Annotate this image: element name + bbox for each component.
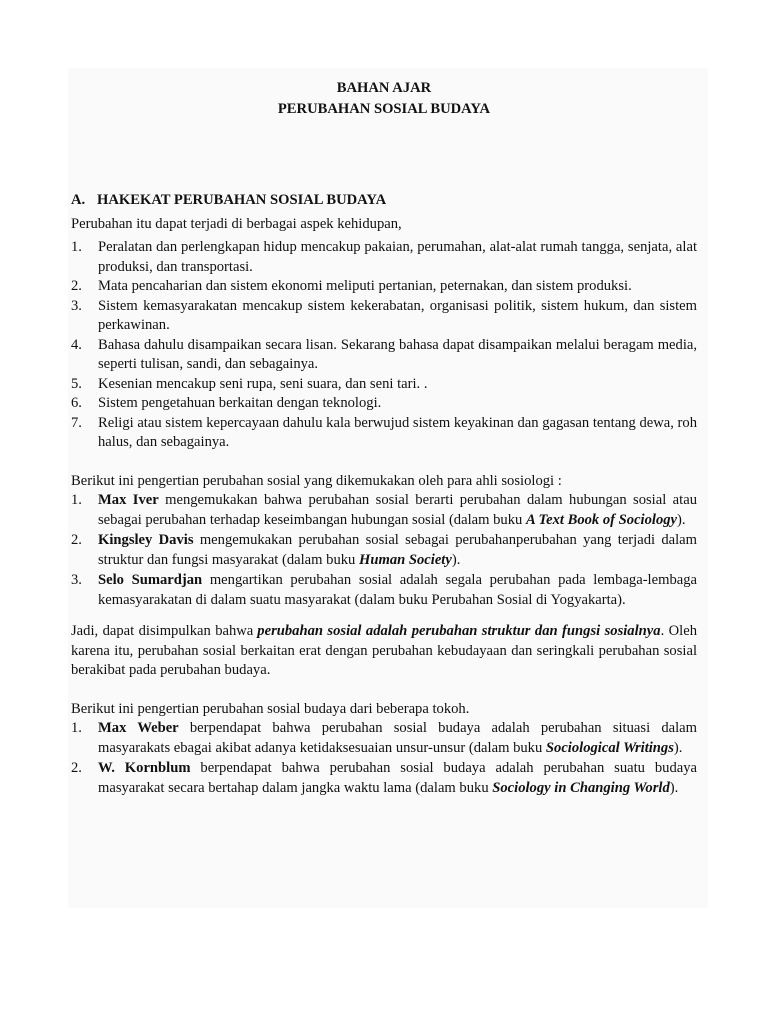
expert-name: Max Iver bbox=[98, 492, 159, 508]
conclusion-paragraph: Jadi, dapat disimpulkan bahwa perubahan sosial adalah perubahan struktur dan fungsi sosialnya. Oleh karena itu, perubahan sosial berkaitan erat dengan perubahan kebudayaan dan seringkali perubahan sosial berakibat pada perubahan budaya. bbox=[71, 623, 698, 678]
book-title: Human Society bbox=[359, 551, 452, 568]
figure-name: W. Kornblum bbox=[98, 760, 191, 776]
section-title: HAKEKAT PERUBAHAN SOSIAL BUDAYA bbox=[97, 192, 387, 208]
list-item: 7. Religi atau sistem kepercayaan dahulu kala berwujud sistem keyakinan dan gagasan tentang dewa, roh halus, dan sebagainya. bbox=[71, 414, 697, 450]
book-title: A Text Book of Sociology bbox=[525, 511, 678, 528]
list-item: 3. Selo Sumardjan mengartikan perubahan sosial adalah segala perubahan pada lembaga-lembaga kemasyarakatan di dalam suatu masyarakat (dalam buku Perubahan Sosial di Yogyakarta). bbox=[71, 572, 697, 608]
title-block bbox=[71, 78, 697, 120]
list-item: 1. Max Weber berpendapat bahwa perubahan sosial budaya adalah perubahan situasi dalam masyarakats ebagai akibat adanya ketidaksesuaian unsur-unsur (dalam buku Sociological Writings). bbox=[71, 720, 697, 756]
aspects-list bbox=[71, 238, 697, 453]
list-item: 2. W. Kornblum berpendapat bahwa perubahan sosial budaya adalah perubahan suatu budaya masyarakat secara bertahap dalam jangka waktu lama (dalam buku Sociology in Changing World). bbox=[71, 760, 697, 796]
figure-name: Max Weber bbox=[98, 720, 179, 736]
section-heading bbox=[71, 191, 697, 211]
book-title: Sociological Writings bbox=[545, 739, 674, 756]
list-item: 6. Sistem pengetahuan berkaitan dengan teknologi. bbox=[71, 395, 382, 411]
document-subtitle: PERUBAHAN SOSIAL BUDAYA bbox=[277, 101, 491, 117]
expert-name: Selo Sumardjan bbox=[98, 572, 203, 588]
book-title: Sociology in Changing World bbox=[492, 779, 670, 796]
list-item: 5. Kesenian mencakup seni rupa, seni suara, dan seni tari. . bbox=[71, 375, 428, 392]
experts-list bbox=[71, 491, 697, 610]
document-body bbox=[71, 78, 697, 799]
experts-intro: Berikut ini pengertian perubahan sosial yang dikemukakan oleh para ahli sosiologi : bbox=[71, 472, 562, 489]
list-item: 1. Max Iver mengemukakan bahwa perubahan sosial berarti perubahan dalam hubungan sosial atau sebagai perubahan terhadap keseimbangan hubungan sosial (dalam buku A Text Book of Sociology). bbox=[71, 492, 697, 528]
conclusion-emphasis: perubahan sosial adalah perubahan struktur dan fungsi sosialnya bbox=[257, 623, 661, 639]
list-item: 1. Peralatan dan perlengkapan hidup mencakup pakaian, perumahan, alat-alat rumah tangga, senjata, alat produksi, dan transportasi. bbox=[71, 239, 697, 275]
list-item: 3. Sistem kemasyarakatan mencakup sistem kekerabatan, organisasi politik, sistem hukum, dan sistem perkawinan. bbox=[71, 297, 697, 333]
list-item: 2. Mata pencaharian dan sistem ekonomi meliputi pertanian, peternakan, dan sistem produksi. bbox=[71, 278, 632, 294]
figures-list bbox=[71, 719, 697, 798]
section-letter: A. bbox=[71, 192, 86, 208]
intro-paragraph: Perubahan itu dapat terjadi di berbagai aspek kehidupan, bbox=[71, 215, 402, 232]
list-item: 2. Kingsley Davis mengemukakan perubahan sosial sebagai perubahanperubahan yang terjadi dalam struktur dan fungsi masyarakat (dalam buku Human Society). bbox=[71, 532, 698, 568]
document-title: BAHAN AJAR bbox=[336, 80, 432, 96]
expert-name: Kingsley Davis bbox=[98, 532, 194, 548]
figures-intro: Berikut ini pengertian perubahan sosial budaya dari beberapa tokoh. bbox=[71, 700, 470, 717]
list-item: 4. Bahasa dahulu disampaikan secara lisan. Sekarang bahasa dapat disampaikan melalui beragam media, seperti tulisan, sandi, dan sebagainya. bbox=[71, 336, 697, 372]
